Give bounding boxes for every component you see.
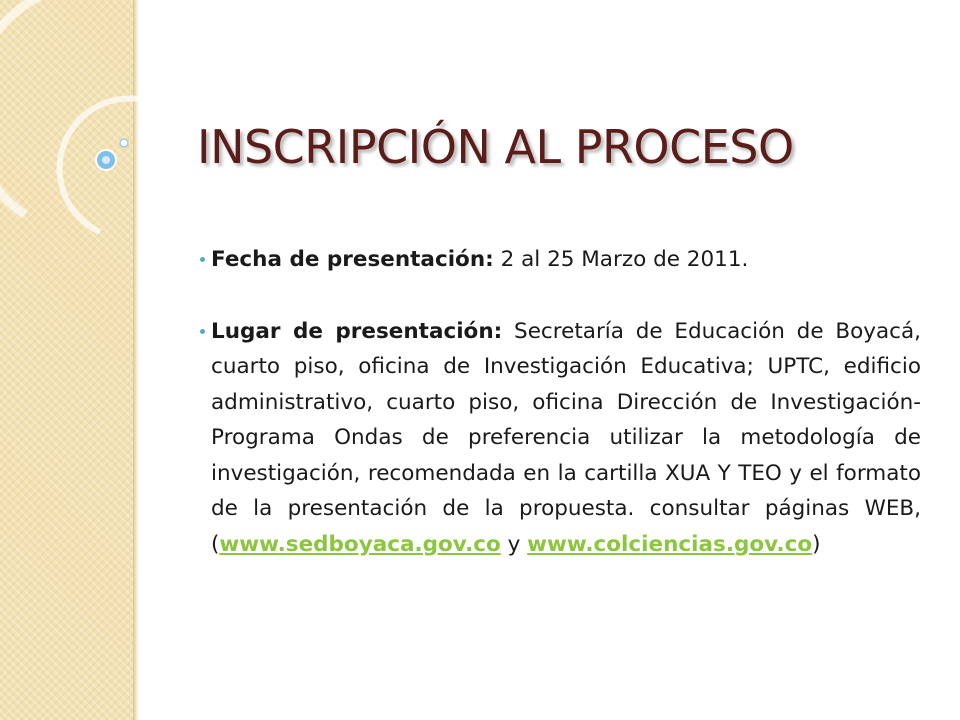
blue-dot-highlight	[102, 156, 110, 164]
lugar-text: Secretaría de Educación de Boyacá, cuarto piso, oficina de Investigación Educativa; UPTC, edificio administrativo, cuarto piso, oficina Dirección de Investigación-Programa Ondas de preferencia utilizar la metodología de investigación, recomendada en la cartilla XUA Y TEO y el formato de la presentación de la propuesta. consultar páginas WEB, (	[211, 318, 921, 557]
fecha-label: Fecha de presentación:	[211, 247, 494, 272]
small-arc	[60, 99, 180, 232]
bullet-fecha	[211, 242, 921, 278]
link-colciencias[interactable]: www.colciencias.gov.co	[527, 531, 813, 557]
lugar-label: Lugar de presentación:	[211, 318, 503, 344]
fecha-value: 2 al 25 Marzo de 2011.	[493, 247, 749, 272]
decorative-circles	[0, 0, 220, 260]
bullet-dot	[200, 257, 205, 262]
link-sedboyaca[interactable]: www.sedboyaca.gov.co	[219, 531, 501, 557]
small-ring	[120, 139, 128, 147]
bullet-dot	[200, 329, 205, 334]
bullet-lugar	[211, 314, 921, 563]
lugar-end: )	[812, 531, 821, 557]
slide-content	[211, 242, 921, 562]
slide-title: INSCRIPCIÓN AL PROCESO	[197, 120, 794, 174]
lugar-between: y	[500, 531, 528, 557]
large-arc	[0, 0, 170, 215]
